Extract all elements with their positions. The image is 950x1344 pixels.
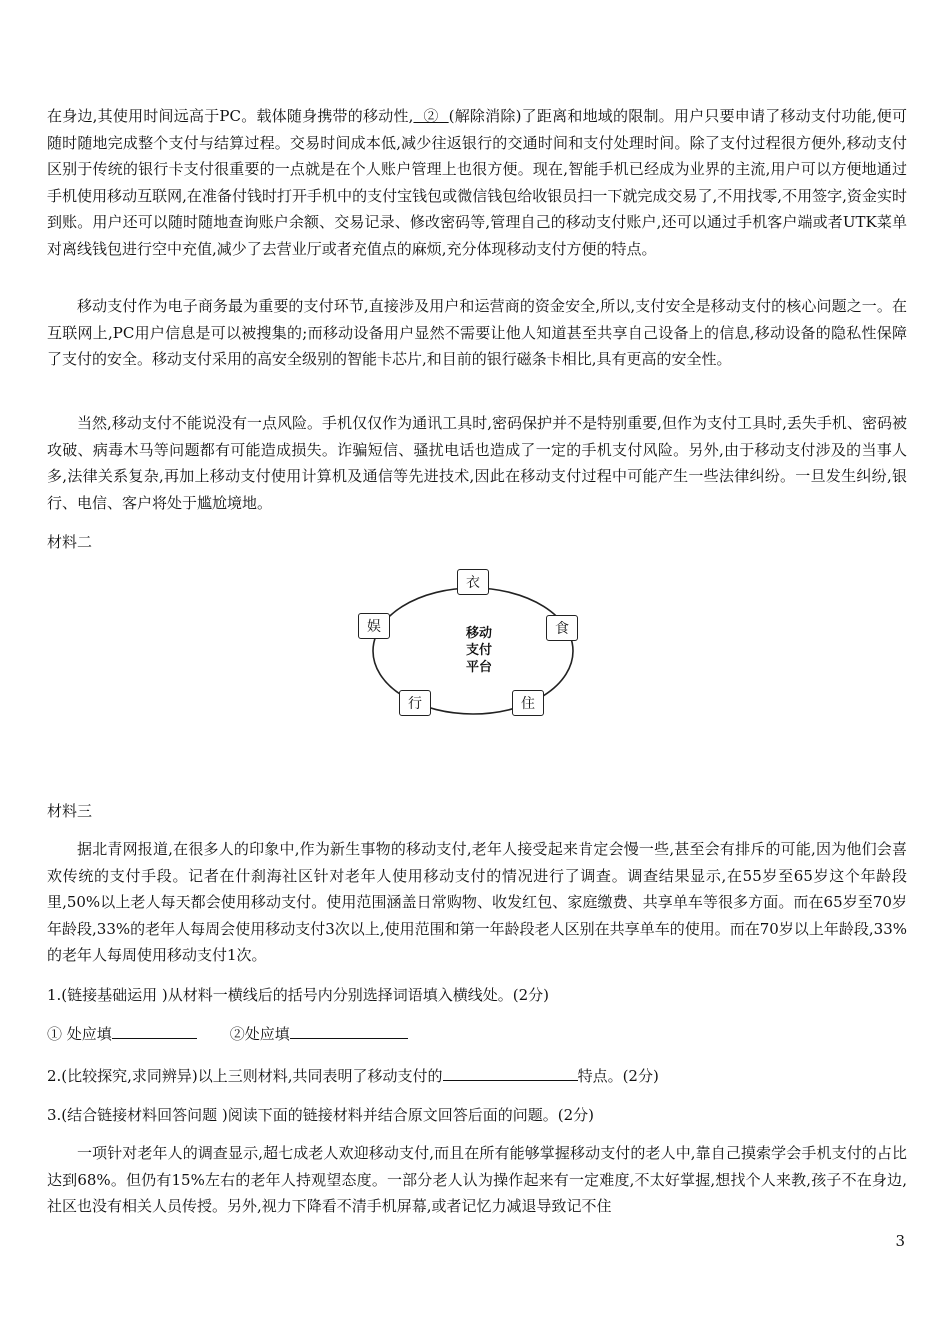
mobile-payment-diagram [355, 565, 595, 725]
material1-paragraph-2: 移动支付作为电子商务最为重要的支付环节,直接涉及用户和运营商的资金安全,所以,支付安全是移动支付的核心问题之一。在互联网上,PC用户信息是可以被搜集的;而移动设备用户显然不需要让他人知道甚至共享自己设备上的信息,移动设备的隐私性保障了支付的安全。移动支付采用的高安全级别的智能卡芯片,和目前的银行磁条卡相比,具有更高的安全性。 [47, 297, 907, 368]
link-material-paragraph: 一项针对老年人的调查显示,超七成老人欢迎移动支付,而且在所有能够掌握移动支付的老人中,靠自己摸索学会手机支付的占比达到68%。但仍有15%左右的老年人持观望态度。一部分老人认为操作起来有一定难度,不太好掌握,想找个人来教,孩子不在身边,社区也没有相关人员传授。另外,视力下降看不清手机屏幕,或者记忆力减退导致记不住 [47, 1144, 907, 1215]
fill-label-1: ① 处应填 [47, 1025, 112, 1043]
answer-blank-1[interactable] [112, 1022, 197, 1039]
question-1: 1.(链接基础运用 )从材料一横线后的括号内分别选择词语填入横线处。(2分) [47, 986, 550, 1004]
node-food: 食 [546, 615, 578, 641]
material3-heading: 材料三 [47, 802, 93, 820]
page-number: 3 [895, 1232, 905, 1250]
paragraph-text: (解除消除)了距离和地域的限制。用户只要申请了移动支付功能,便可随时随地完成整个支付与结算过程。交易时间成本低,减少往返银行的交通时间和支付处理时间。除了支付过程很方便外,移动支付区别于传统的银行卡支付很重要的一点就是在个人账户管理上也很方便。现在,智能手机已经成为业界的主流,用户可以方便地通过手机使用移动互联网,在准备付钱时打开手机中的支付宝钱包或微信钱包给收银员扫一下就完成交易了,不用找零,不用签字,资金实时到账。用户还可以随时随地查询账户余额、交易记录、修改密码等,管理自己的移动支付账户,还可以通过手机客户端或者UTK菜单对离线钱包进行空中充值,减少了去营业厅或者充值点的麻烦,充分体现移动支付方便的特点。 [47, 107, 908, 258]
question-3: 3.(结合链接材料回答问题 )阅读下面的链接材料并结合原文回答后面的问题。(2分) [47, 1106, 595, 1124]
question-2 [47, 1064, 659, 1086]
fill-label-2: ②处应填 [229, 1025, 290, 1043]
question-1-fill-row [47, 1022, 408, 1044]
blank-2: ② [413, 107, 449, 125]
diagram-center-label: 移动 支付 平台 [465, 626, 492, 675]
material1-paragraph-1 [47, 103, 907, 262]
material3-paragraph: 据北青网报道,在很多人的印象中,作为新生事物的移动支付,老年人接受起来肯定会慢一些,甚至会有排斥的可能,因为他们会喜欢传统的支付手段。记者在什刹海社区针对老年人使用移动支付的情况进行了调查。调查结果显示,在55岁至65岁这个年龄段里,50%以上老人每天都会使用移动支付。使用范围涵盖日常购物、收发红包、家庭缴费、共享单车等很多方面。而在65岁至70岁年龄段,33%的老年人每周会使用移动支付3次以上,使用范围和第一年龄段老人区别在共享单车的使用。而在70岁以上年龄段,33%的老年人每周使用移动支付1次。 [47, 840, 907, 964]
answer-blank-3[interactable] [443, 1064, 578, 1081]
answer-blank-2[interactable] [290, 1022, 408, 1039]
node-clothing: 衣 [457, 569, 489, 595]
node-entertainment: 娱 [358, 613, 390, 639]
node-housing: 住 [512, 690, 544, 716]
material2-heading: 材料二 [47, 533, 93, 551]
question-2-text: 2.(比较探究,求同辨异)以上三则材料,共同表明了移动支付的 [47, 1067, 443, 1085]
node-travel: 行 [399, 690, 431, 716]
paragraph-text: 在身边,其使用时间远高于PC。载体随身携带的移动性, [47, 107, 414, 125]
question-2-text-end: 特点。(2分) [577, 1067, 659, 1085]
material1-paragraph-3: 当然,移动支付不能说没有一点风险。手机仅仅作为通讯工具时,密码保护并不是特别重要,但作为支付工具时,丢失手机、密码被攻破、病毒木马等问题都有可能造成损失。诈骗短信、骚扰电话也造成了一定的手机支付风险。另外,由于移动支付涉及的当事人多,法律关系复杂,再加上移动支付使用计算机及通信等先进技术,因此在移动支付过程中可能产生一些法律纠纷。一旦发生纠纷,银行、电信、客户将处于尴尬境地。 [47, 414, 907, 512]
